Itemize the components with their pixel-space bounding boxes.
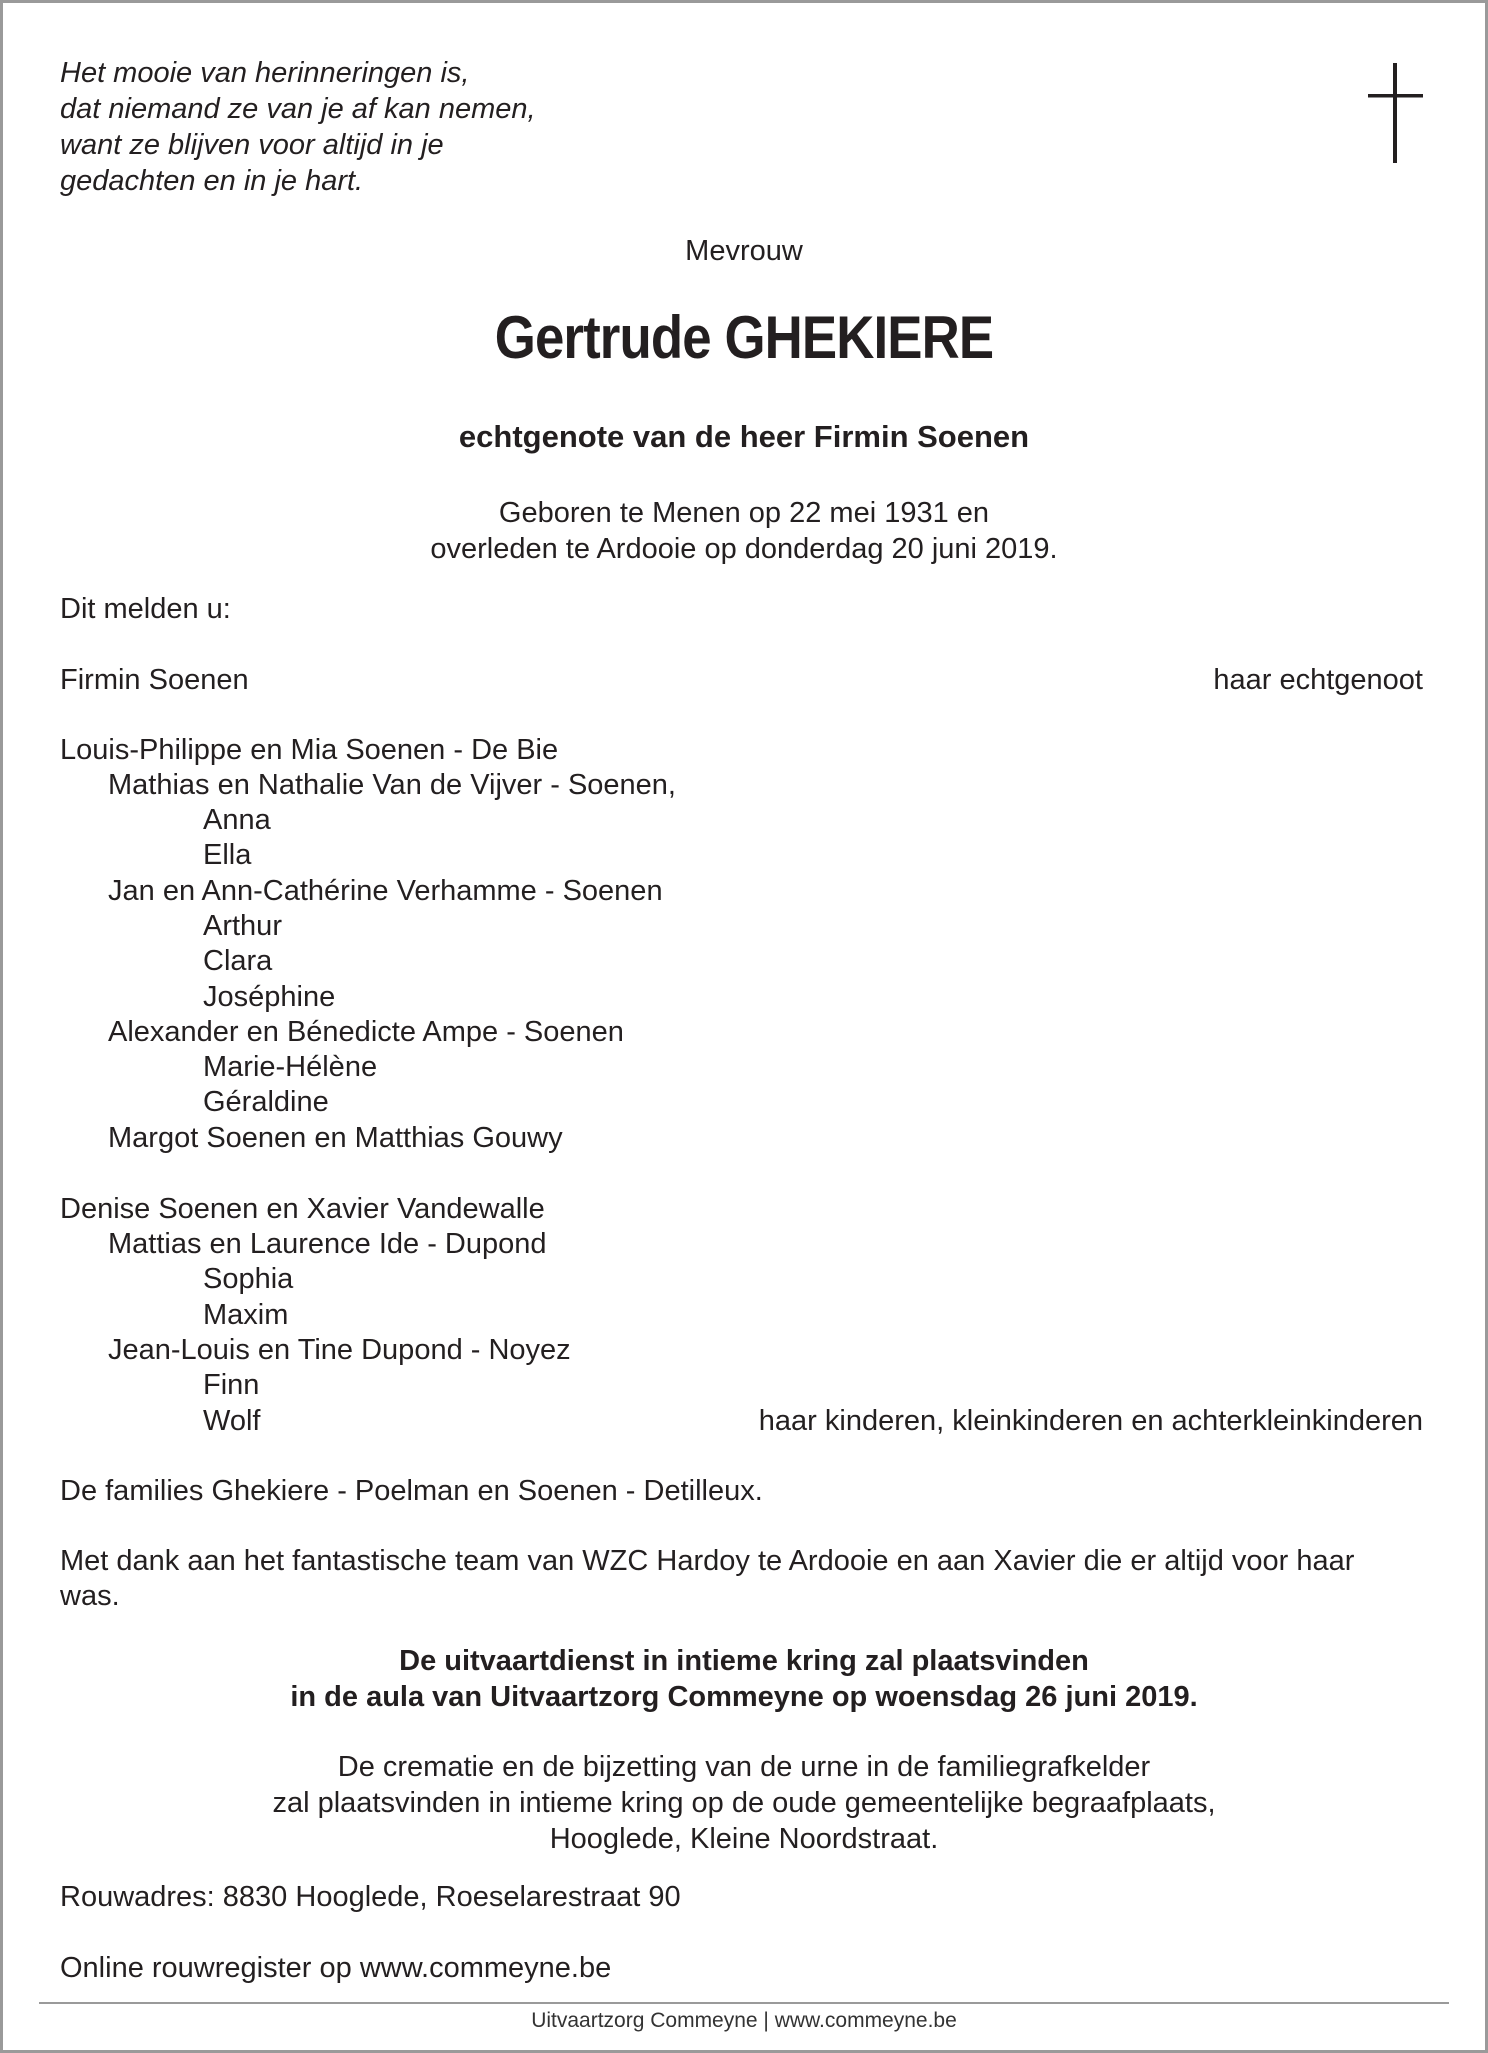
cremation-line: zal plaatsvinden in intieme kring op de oude gemeentelijke begraafplaats, <box>272 1787 1216 1819</box>
cremation-line: Hooglede, Kleine Noordstraat. <box>549 1823 939 1855</box>
family-member-name: Margot Soenen en Matthias Gouwy <box>108 1122 563 1154</box>
cremation-line: De crematie en de bijzetting van de urne in de familiegrafkelder <box>337 1751 1151 1783</box>
family-member <box>60 837 1423 873</box>
family-member <box>60 767 1423 803</box>
intro-text: Dit melden u: <box>60 593 231 625</box>
motto-line: Het mooie van herinneringen is, <box>60 57 470 89</box>
family-member <box>60 1049 1423 1085</box>
family-member <box>60 1226 1423 1262</box>
birth-death-dates <box>3 495 1485 567</box>
birth-line: Geboren te Menen op 22 mei 1931 en <box>498 497 990 529</box>
family-member-name: Jean-Louis en Tine Dupond - Noyez <box>108 1334 571 1366</box>
cross-icon <box>1368 63 1423 163</box>
family-member <box>60 1014 1423 1050</box>
mourning-address: Rouwadres: 8830 Hooglede, Roeselarestraat 90 <box>60 1881 681 1913</box>
spouse-entry <box>60 662 1423 698</box>
family-member-name: Louis-Philippe en Mia Soenen - De Bie <box>60 734 559 766</box>
family-member-name: Ella <box>203 839 252 871</box>
family-member-name: Sophia <box>203 1263 294 1295</box>
motto-line: dat niemand ze van je af kan nemen, <box>60 93 536 125</box>
family-member-name: Anna <box>203 804 271 836</box>
ceremony-line: De uitvaartdienst in intieme kring zal plaatsvinden <box>399 1645 1089 1677</box>
family-member <box>60 802 1423 838</box>
motto-quote <box>60 55 536 199</box>
family-member-name: Arthur <box>203 910 282 942</box>
family-member-name: Joséphine <box>203 981 336 1013</box>
family-member <box>60 908 1423 944</box>
motto-line: gedachten en in je hart. <box>60 165 364 197</box>
footer-divider <box>39 2002 1449 2004</box>
family-member-name: Wolf <box>203 1405 261 1437</box>
family-member-name: Mathias en Nathalie Van de Vijver - Soenen, <box>108 769 676 801</box>
deceased-name: Gertrude GHEKIERE <box>494 304 994 371</box>
family-member-name: Finn <box>203 1369 260 1401</box>
family-member <box>60 1332 1423 1368</box>
spouse-entry-relation: haar echtgenoot <box>1213 664 1423 696</box>
family-member-name: Maxim <box>203 1299 289 1331</box>
family-member <box>60 1261 1423 1297</box>
family-member-name: Alexander en Bénedicte Ampe - Soenen <box>108 1016 624 1048</box>
family-member <box>60 1403 1423 1439</box>
family-relation: haar kinderen, kleinkinderen en achterkleinkinderen <box>758 1405 1423 1437</box>
families-line: De families Ghekiere - Poelman en Soenen - Detilleux. <box>60 1475 763 1507</box>
family-member-name: Marie-Hélène <box>203 1051 378 1083</box>
cremation-notice <box>3 1749 1485 1857</box>
ceremony-notice <box>3 1643 1485 1715</box>
footer-text: Uitvaartzorg Commeyne | www.commeyne.be <box>531 2009 957 2032</box>
family-member <box>60 979 1423 1015</box>
family-member-name: Mattias en Laurence Ide - Dupond <box>108 1228 547 1260</box>
family-member <box>60 1084 1423 1120</box>
motto-line: want ze blijven voor altijd in je <box>60 129 444 161</box>
family-member-name: Denise Soenen en Xavier Vandewalle <box>60 1193 545 1225</box>
family-member <box>60 1297 1423 1333</box>
family-member <box>60 732 1423 768</box>
family-member-name: Clara <box>203 945 273 977</box>
death-line: overleden te Ardooie op donderdag 20 juni 2019. <box>430 533 1058 565</box>
family-member <box>60 1367 1423 1403</box>
family-member <box>60 943 1423 979</box>
thanks-paragraph: Met dank aan het fantastische team van WZC Hardoy te Ardooie en aan Xavier die er altijd voor haar was. <box>60 1545 1355 1612</box>
salutation: Mevrouw <box>685 235 803 267</box>
family-member-name: Géraldine <box>203 1086 329 1118</box>
spouse-line: echtgenote van de heer Firmin Soenen <box>458 419 1030 454</box>
online-register: Online rouwregister op www.commeyne.be <box>60 1952 612 1984</box>
family-member <box>60 873 1423 909</box>
spouse-entry-name: Firmin Soenen <box>60 664 249 696</box>
family-member <box>60 1191 1423 1227</box>
family-member-name: Jan en Ann-Cathérine Verhamme - Soenen <box>108 875 663 907</box>
family-member <box>60 1120 1423 1156</box>
ceremony-line: in de aula van Uitvaartzorg Commeyne op woensdag 26 juni 2019. <box>290 1681 1198 1713</box>
